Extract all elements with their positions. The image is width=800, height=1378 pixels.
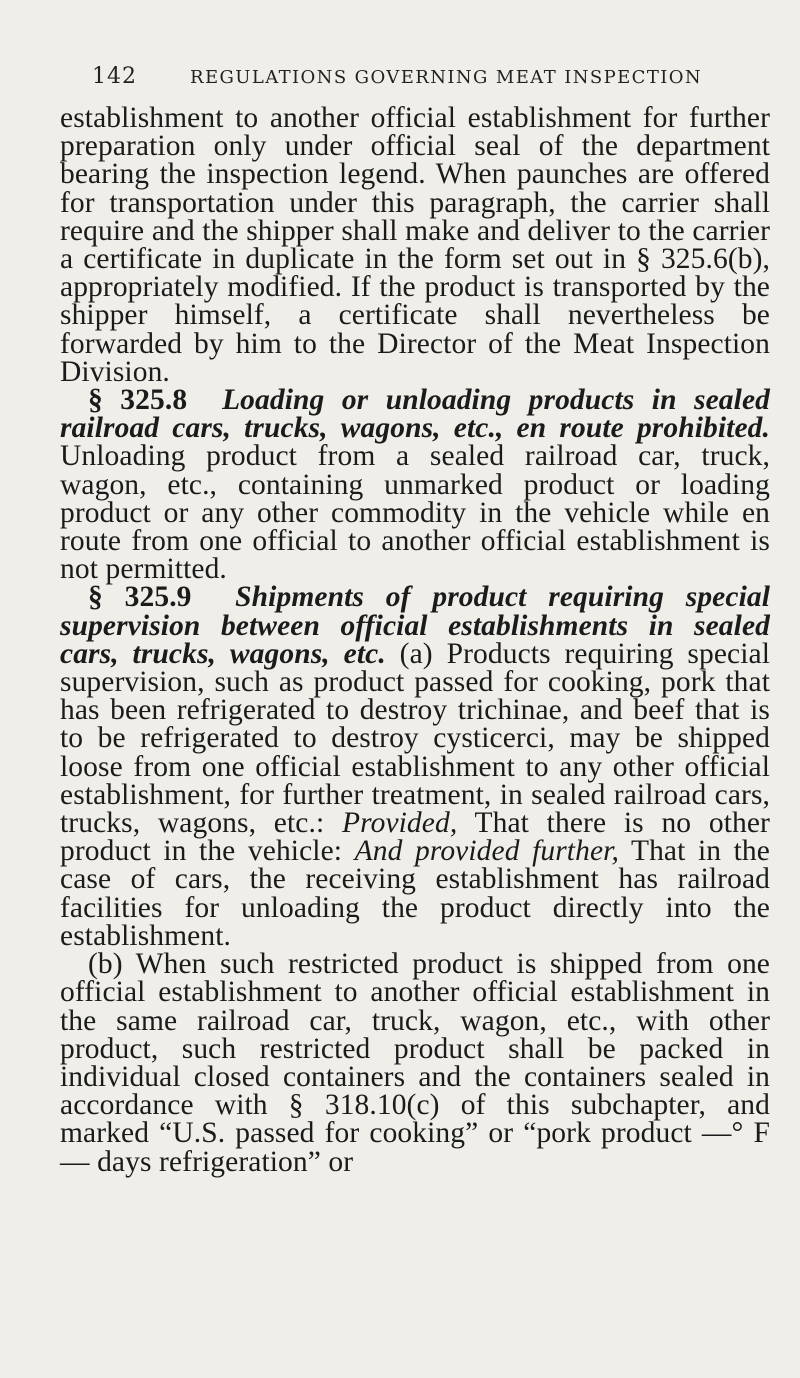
page-number: 142 (92, 64, 137, 89)
continuation-text: establishment to another official establishment for further preparation only under official seal of the department bearing the inspection legend. When paunches are offered for transportation under this paragraph, the carrier shall require and the shipper shall make and deliver to the carrier a certificate in duplicate in the form set out in § 325.6(b), appropriately modified. If the product is transported by the shipper himself, a certificate shall nevertheless be forwarded by him to the Director of the Meat Inspection Division. (60, 102, 770, 388)
running-head (92, 64, 760, 89)
provided-further-clause: And provided further, (354, 835, 619, 868)
running-title: REGULATIONS GOVERNING MEAT INSPECTION (190, 67, 703, 88)
section-325-9-title: Shipments of product requiring special supervision between official establishments in sealed cars, trucks, wagons, etc. (60, 581, 771, 670)
subsection-a-text-2: That there is no other product in the vehicle: (60, 807, 770, 868)
section-325-8-heading (60, 384, 770, 444)
subsection-a-label: (a) (399, 637, 433, 670)
section-325-8 (60, 384, 770, 586)
section-325-9-number: § 325.9 (88, 581, 192, 614)
subsection-b (60, 950, 770, 1176)
section-325-8-number: § 325.8 (88, 384, 188, 417)
subsection-b-text: When such restricted product is shipped from one official establishment to another official establishment in the same railroad car, truck, wagon, etc., with other product, such restricted product shall be packed in individual closed containers and the containers sealed in accordance with § 318.10(c) of this subchapter, and marked “U.S. passed for cooking” or “pork product —° F — days refrigeration” or (60, 948, 770, 1178)
subsection-a-text-1: Products requiring special supervision, such as product passed for cooking, pork that has been refrigerated to destroy trichinae, and beef that is to be refrigerated to destroy cysticerci, may be shipped loose from one official establishment to any other official establishment, for further treatment, in sealed railroad cars, trucks, wagons, etc.: (60, 637, 771, 840)
subsection-b-label: (b) (88, 948, 123, 981)
section-325-8-body: Unloading product from a sealed railroad car, truck, wagon, etc., containing unmarked product or loading product or any other commodity in the vehicle while en route from one official to another official establishment is not permitted. (60, 440, 770, 586)
provided-clause: Provided, (341, 807, 458, 840)
subsection-a-text-3: That in the case of cars, the receiving establishment has railroad facilities for unloading the product directly into the establishment. (60, 835, 770, 952)
continuation-paragraph (60, 104, 770, 386)
section-325-9 (60, 583, 770, 950)
section-325-8-title: Loading or unloading products in sealed railroad cars, trucks, wagons, etc., en route prohibited. (60, 384, 770, 445)
body-text (60, 104, 770, 1176)
